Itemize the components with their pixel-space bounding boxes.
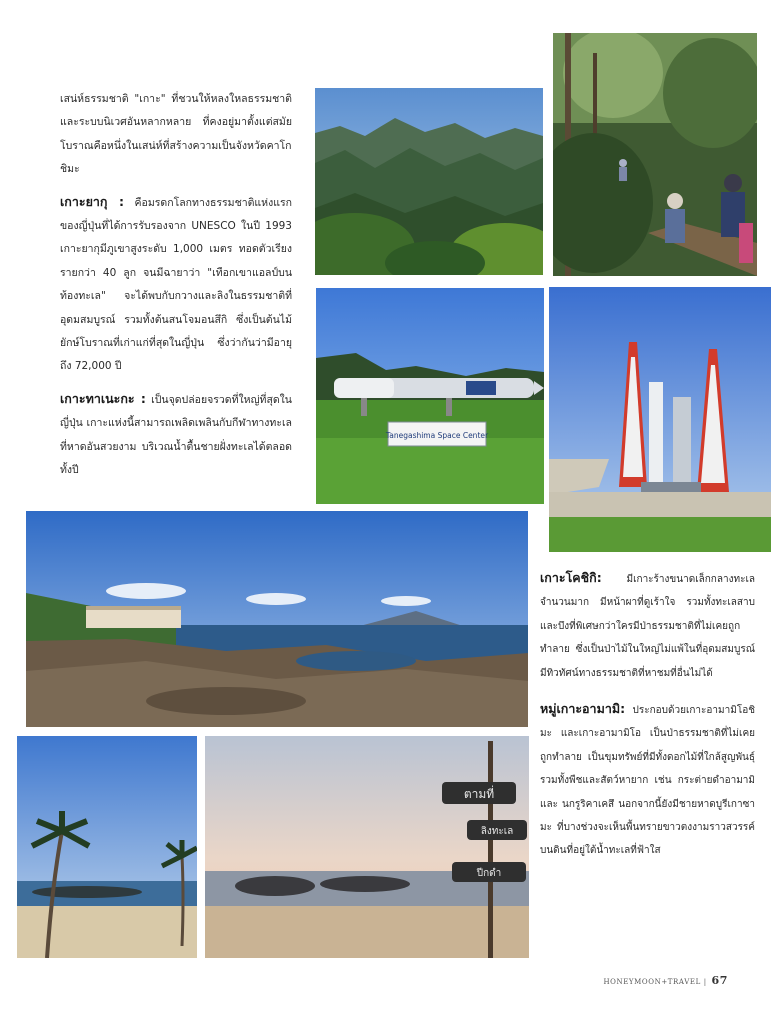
yakushima-body: คือมรดกโลกทางธรรมชาติแห่งแรกของญี่ปุ่นที่ได้การรับรองจาก UNESCO ในปี 1993 เกาะยากุมีภูเขาสูงระดับ 1,000 เมตร ทอดตัวเรียงรายกว่า 40 ลูก จนมีฉายาว่า "เทือกเขาแอลป์บนท้องทะเล" จะได้พบกับกวางและลิงในธรรมชาติที่อุดมสมบูรณ์ รวมทั้งต้นสนโจมอนสึกิ ซึ่งเป็นต้นไม้ยักษ์โบราณที่เก่าแก่ที่สุดในญี่ปุ่น ซึ่งว่ากันว่ามีอายุถึง 72,000 ปี bbox=[60, 196, 292, 373]
tanegashima-paragraph bbox=[60, 387, 292, 483]
page-footer bbox=[603, 974, 728, 987]
yakushima-heading: เกาะยากุ : bbox=[60, 193, 125, 209]
magazine-name: HONEYMOON+TRAVEL bbox=[603, 978, 701, 986]
footer-separator: | bbox=[703, 978, 707, 986]
text-column-left bbox=[60, 88, 292, 483]
koshiki-body: มีเกาะร้างขนาดเล็กกลางทะเลจำนวนมาก มีหน้าผาที่ดูเร้าใจ รวมทั้งทะเลสาบและบึงที่พิเศษกว่าใครมีป่าธรรมชาติที่ไม่เคยถูกทำลาย ซึ่งเป็นป่าไม้ในใหญ่ไม่แพ้ในที่อุดมสมบูรณ์ มีทิวทัศน์ทางธรรมชาติที่หาชมที่อื่นไม่ได้ bbox=[540, 574, 755, 679]
launch-towers-photo bbox=[549, 287, 771, 552]
space-center-sign: Tanegashima Space Center bbox=[385, 431, 489, 440]
mountain-range-photo bbox=[315, 88, 543, 275]
koshiki-heading: เกาะโคชิกิ: bbox=[540, 570, 602, 585]
page-number: 67 bbox=[711, 974, 728, 987]
tanegashima-heading: เกาะทาเนะกะ : bbox=[60, 390, 146, 406]
koshiki-paragraph bbox=[540, 566, 755, 685]
sunset-beach-sign-photo bbox=[205, 736, 529, 958]
sign-line1: ตามที่ bbox=[463, 787, 495, 801]
rocket-display-photo bbox=[316, 288, 544, 504]
palm-beach-photo bbox=[17, 736, 197, 958]
forest-hikers-photo bbox=[553, 33, 757, 276]
text-column-right bbox=[540, 566, 755, 863]
sign-line2: ลิงทะเล bbox=[480, 826, 514, 837]
amami-body: ประกอบด้วยเกาะอามามิโอชิมะ และเกาะอามามิโอ เป็นป่าธรรมชาติที่ไม่เคยถูกทำลาย เป็นขุมทรัพย์ที่มีทั้งดอกไม้ที่ใกล้สูญพันธุ์ รวมทั้งพืชและสัตว์หายาก เช่น กระต่ายดำอามามิ และ นกรูริคาเคสึ นอกจากนี้ยังมีชายหาดบูรีเกาซามะ ที่บางช่วงจะเห็นพื้นทรายขาวตงงามราวสวรรค์บนดินที่อยู่ใต้น้ำทะเลที่ฟ้าใส bbox=[540, 705, 755, 857]
yakushima-paragraph bbox=[60, 190, 292, 379]
amami-paragraph bbox=[540, 697, 755, 863]
sign-line3: ปีกดำ bbox=[476, 868, 502, 879]
amami-heading: หมู่เกาะอามามิ: bbox=[540, 701, 626, 717]
tanegashima-body: เป็นจุดปล่อยจรวดที่ใหญ่ที่สุดในญี่ปุ่น เกาะแห่งนี้สามารถเพลิดเพลินกับกีฬาทางทะเลที่หาดอันสวยงาม บริเวณน้ำตื้นชายฝั่งทะเลได้ตลอดทั้งปี bbox=[60, 393, 292, 477]
intro-paragraph: เสน่ห์ธรรมชาติ "เกาะ" ที่ชวนให้หลงใหลธรรมชาติและระบบนิเวศอันหลากหลาย ที่คงอยู่มาตั้งแต่สมัยโบราณคือหนึ่งในเสน่ห์ที่สร้างความเป็นจังหวัดคาโกชิมะ bbox=[60, 93, 292, 176]
rocky-coast-photo bbox=[26, 511, 528, 727]
